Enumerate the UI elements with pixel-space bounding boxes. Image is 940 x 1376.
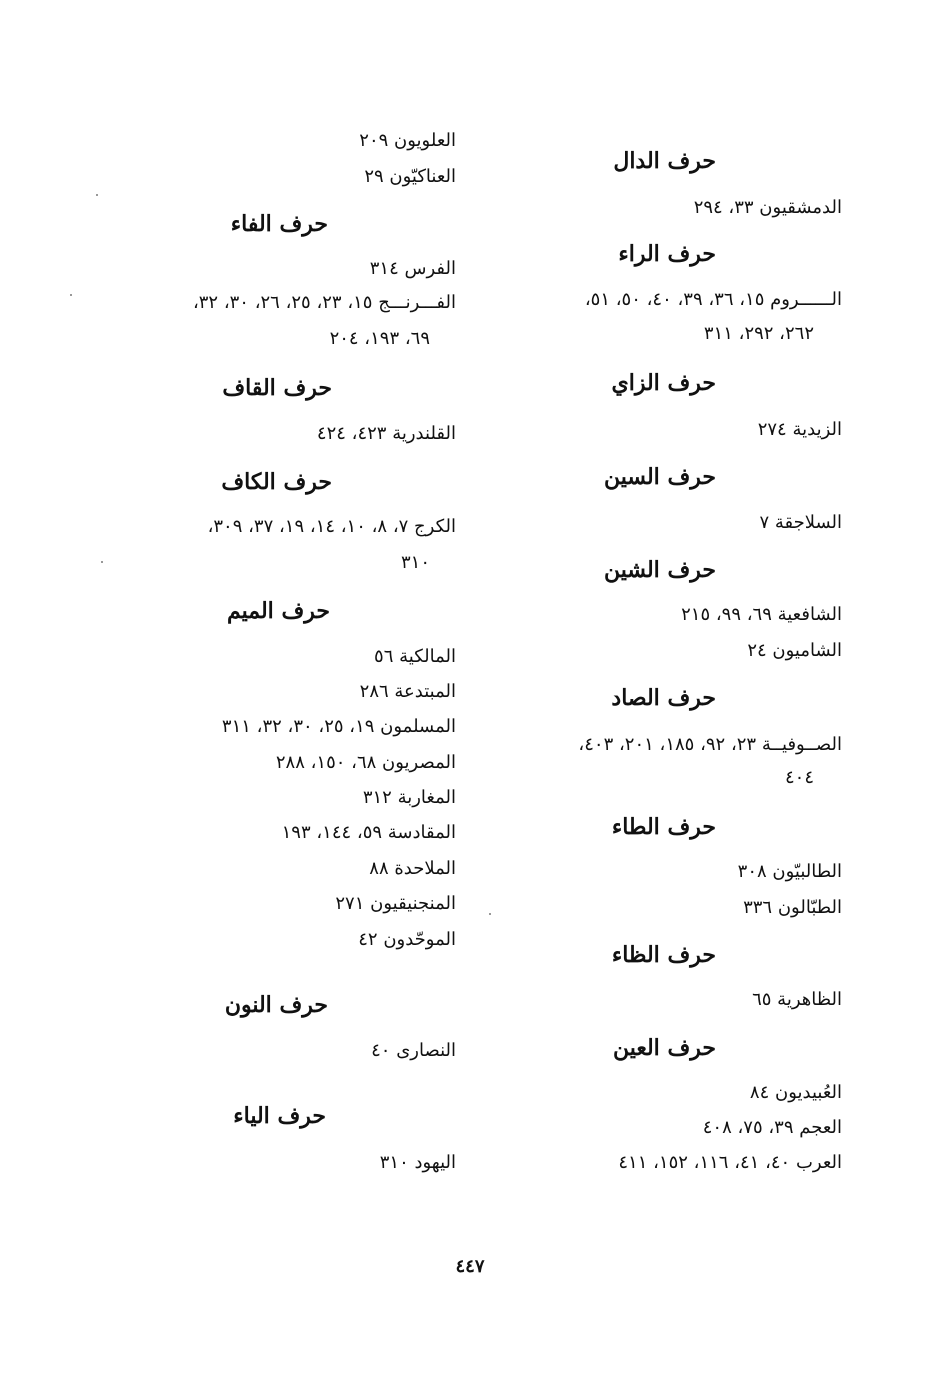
index-entry-continuation: ٤٠٤ (784, 767, 814, 788)
page-number: ٤٤٧ (455, 1256, 485, 1277)
index-entry: الدمشقيون ٣٣، ٢٩٤ (693, 197, 842, 218)
section-heading: حرف الشين (603, 557, 716, 583)
section-heading: حرف الدال (613, 148, 716, 174)
index-entry: العرب ٤٠، ٤١، ١١٦، ١٥٢، ٤١١ (618, 1152, 842, 1173)
index-entry: المصريون ٦٨، ١٥٠، ٢٨٨ (275, 752, 456, 773)
section-heading: حرف الطاء (611, 814, 716, 840)
section-heading: حرف الراء (618, 241, 716, 267)
index-entry: العناكيّون ٢٩ (364, 166, 456, 187)
section-heading: حرف النون (224, 992, 328, 1018)
index-entry: المالكية ٥٦ (374, 646, 456, 667)
index-entry: المنجنيقيون ٢٧١ (335, 893, 456, 914)
index-entry: الشافعية ٦٩، ٩٩، ٢١٥ (681, 604, 842, 625)
index-entry: الفرس ٣١٤ (369, 258, 456, 279)
index-entry: العُبيديون ٨٤ (749, 1082, 842, 1103)
section-heading: حرف الفاء (230, 211, 328, 237)
index-entry: الظاهرية ٦٥ (752, 989, 842, 1010)
index-entry: الــــــروم ١٥، ٣٦، ٣٩، ٤٠، ٥٠، ٥١، (584, 289, 842, 310)
index-entry: الزيدية ٢٧٤ (757, 419, 842, 440)
index-entry: النصارى ٤٠ (371, 1040, 456, 1061)
section-heading: حرف الظاء (611, 942, 716, 968)
scan-speck (96, 194, 98, 196)
index-entry: الطالبيّون ٣٠٨ (737, 861, 842, 882)
index-entry: اليهود ٣١٠ (379, 1152, 456, 1173)
index-entry: الملاحدة ٨٨ (369, 858, 456, 879)
scan-speck (70, 294, 72, 296)
section-heading: حرف الزاي (611, 370, 716, 396)
index-entry: الشاميون ٢٤ (747, 640, 842, 661)
section-heading: حرف الكاف (221, 469, 332, 495)
index-entry: الكرج ٧، ٨، ١٠، ١٤، ١٩، ٣٧، ٣٠٩، (207, 516, 456, 537)
section-heading: حرف الميم (226, 598, 330, 624)
index-entry: السلاجقة ٧ (759, 512, 842, 533)
index-entry: القلندرية ٤٢٣، ٤٢٤ (316, 423, 456, 444)
index-entry: المبتدعة ٢٨٦ (359, 681, 456, 702)
index-entry: الطبّالون ٣٣٦ (743, 897, 842, 918)
index-entry: المقادسة ٥٩، ١٤٤، ١٩٣ (281, 822, 456, 843)
section-heading: حرف العين (612, 1035, 716, 1061)
scan-speck (101, 561, 103, 563)
section-heading: حرف القاف (222, 375, 332, 401)
section-heading: حرف الياء (233, 1103, 326, 1129)
index-entry: الصــوفيــة ٢٣، ٩٢، ١٨٥، ٢٠١، ٤٠٣، (578, 734, 842, 755)
index-entry: الموحّدون ٤٢ (358, 929, 456, 950)
index-entry: المغاربة ٣١٢ (362, 787, 456, 808)
index-entry: المسلمون ١٩، ٢٥، ٣٠، ٣٢، ٣١١ (221, 716, 456, 737)
index-entry: الفـــرنـــج ١٥، ٢٣، ٢٥، ٢٦، ٣٠، ٣٢، (192, 292, 456, 313)
index-entry: العجم ٣٩، ٧٥، ٤٠٨ (702, 1117, 842, 1138)
scan-speck (489, 913, 491, 915)
section-heading: حرف السين (603, 464, 716, 490)
index-entry-continuation: ٣١٠ (400, 552, 430, 573)
section-heading: حرف الصاد (611, 685, 716, 711)
index-entry: العلويون ٢٠٩ (359, 130, 456, 151)
index-entry-continuation: ٢٦٢، ٢٩٢، ٣١١ (703, 323, 814, 344)
index-entry-continuation: ٦٩، ١٩٣، ٢٠٤ (329, 328, 430, 349)
